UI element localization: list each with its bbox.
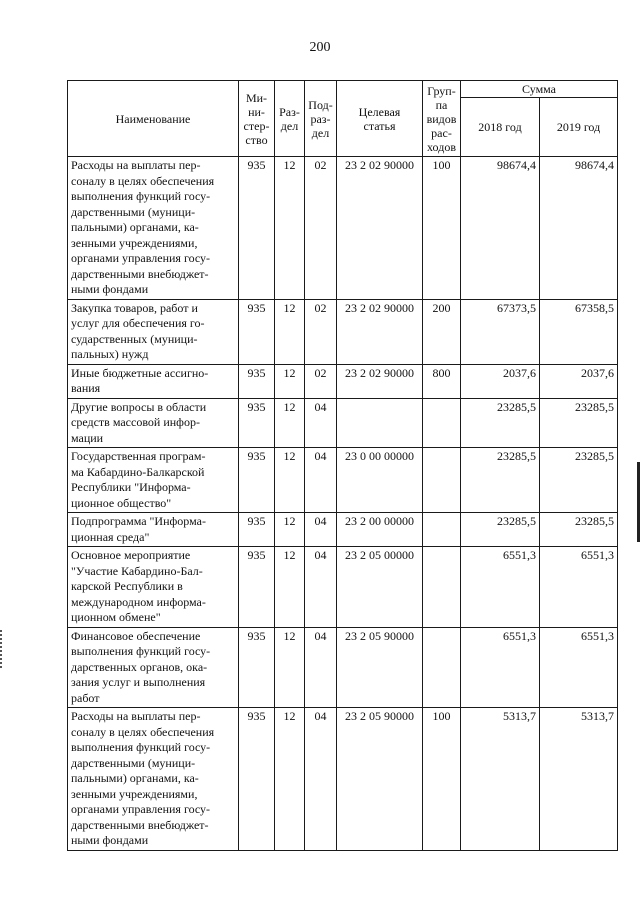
cell-sum-2019: 6551,3 <box>540 547 618 628</box>
cell-sum-2018: 23285,5 <box>461 513 540 547</box>
cell-expense-group: 100 <box>423 157 461 300</box>
cell-expense-group: 100 <box>423 708 461 851</box>
cell-expense-group: 800 <box>423 364 461 398</box>
table-row <box>68 448 618 513</box>
header-subsection: Под- раз- дел <box>305 81 337 157</box>
cell-sum-2018: 2037,6 <box>461 364 540 398</box>
cell-expense-group <box>423 513 461 547</box>
header-year-2019: 2019 год <box>540 98 618 157</box>
cell-sum-2018: 98674,4 <box>461 157 540 300</box>
cell-name: Финансовое обеспечение выполнения функций госу- дарственных органов, ока- зания услуг и выполнения работ <box>68 627 239 708</box>
cell-section: 12 <box>275 708 305 851</box>
cell-sum-2019: 98674,4 <box>540 157 618 300</box>
cell-section: 12 <box>275 547 305 628</box>
table-row <box>68 547 618 628</box>
cell-name: Другие вопросы в области средств массовой инфор- мации <box>68 398 239 448</box>
cell-target: 23 2 05 90000 <box>337 708 423 851</box>
cell-subsection: 02 <box>305 157 337 300</box>
header-ministry: Ми- ни- стер- ство <box>239 81 275 157</box>
cell-sum-2019: 23285,5 <box>540 398 618 448</box>
cell-target <box>337 398 423 448</box>
cell-section: 12 <box>275 157 305 300</box>
header-year-2018: 2018 год <box>461 98 540 157</box>
cell-subsection: 02 <box>305 364 337 398</box>
cell-section: 12 <box>275 513 305 547</box>
cell-sum-2019: 23285,5 <box>540 513 618 547</box>
cell-sum-2019: 2037,6 <box>540 364 618 398</box>
cell-sum-2018: 67373,5 <box>461 299 540 364</box>
cell-ministry: 935 <box>239 299 275 364</box>
cell-section: 12 <box>275 299 305 364</box>
scan-edge-mark <box>0 630 2 670</box>
cell-name: Расходы на выплаты пер- соналу в целях обеспечения выполнения функций госу- дарственными (муници- пальными) органами, ка- зенными учреждениями, органами управления госу- дарственными внебюджет- ными фондами <box>68 708 239 851</box>
cell-target: 23 2 05 00000 <box>337 547 423 628</box>
cell-ministry: 935 <box>239 708 275 851</box>
cell-expense-group <box>423 398 461 448</box>
cell-ministry: 935 <box>239 547 275 628</box>
cell-ministry: 935 <box>239 364 275 398</box>
cell-section: 12 <box>275 364 305 398</box>
cell-expense-group <box>423 547 461 628</box>
cell-target: 23 2 02 90000 <box>337 364 423 398</box>
cell-subsection: 04 <box>305 513 337 547</box>
cell-section: 12 <box>275 627 305 708</box>
header-section: Раз- дел <box>275 81 305 157</box>
cell-sum-2018: 6551,3 <box>461 547 540 628</box>
cell-ministry: 935 <box>239 157 275 300</box>
cell-name: Закупка товаров, работ и услуг для обеспечения го- сударственных (муници- пальных) нужд <box>68 299 239 364</box>
header-expense-group: Груп- па видов рас- ходов <box>423 81 461 157</box>
cell-name: Подпрограмма "Информа- ционная среда" <box>68 513 239 547</box>
cell-name: Иные бюджетные ассигно- вания <box>68 364 239 398</box>
header-row <box>68 81 618 98</box>
cell-target: 23 0 00 00000 <box>337 448 423 513</box>
cell-sum-2018: 23285,5 <box>461 448 540 513</box>
cell-sum-2019: 6551,3 <box>540 627 618 708</box>
cell-ministry: 935 <box>239 448 275 513</box>
page-number: 200 <box>309 40 331 55</box>
cell-ministry: 935 <box>239 513 275 547</box>
cell-sum-2018: 5313,7 <box>461 708 540 851</box>
header-name: Наименование <box>68 81 239 157</box>
cell-target: 23 2 05 90000 <box>337 627 423 708</box>
cell-target: 23 2 02 90000 <box>337 299 423 364</box>
cell-expense-group <box>423 448 461 513</box>
cell-subsection: 02 <box>305 299 337 364</box>
cell-subsection: 04 <box>305 627 337 708</box>
table-row <box>68 364 618 398</box>
cell-sum-2019: 5313,7 <box>540 708 618 851</box>
cell-subsection: 04 <box>305 708 337 851</box>
header-target: Целевая статья <box>337 81 423 157</box>
table-row <box>68 299 618 364</box>
budget-table <box>67 80 618 851</box>
cell-ministry: 935 <box>239 627 275 708</box>
table-row <box>68 708 618 851</box>
header-sum: Сумма <box>461 81 618 98</box>
cell-sum-2019: 67358,5 <box>540 299 618 364</box>
cell-ministry: 935 <box>239 398 275 448</box>
table-row <box>68 627 618 708</box>
cell-subsection: 04 <box>305 448 337 513</box>
cell-sum-2018: 6551,3 <box>461 627 540 708</box>
cell-target: 23 2 00 00000 <box>337 513 423 547</box>
table-row <box>68 157 618 300</box>
cell-expense-group: 200 <box>423 299 461 364</box>
table-row <box>68 513 618 547</box>
cell-expense-group <box>423 627 461 708</box>
table-row <box>68 398 618 448</box>
cell-target: 23 2 02 90000 <box>337 157 423 300</box>
cell-sum-2019: 23285,5 <box>540 448 618 513</box>
cell-sum-2018: 23285,5 <box>461 398 540 448</box>
cell-section: 12 <box>275 398 305 448</box>
cell-name: Государственная програм- ма Кабардино-Балкарской Республики "Информа- ционное общество" <box>68 448 239 513</box>
cell-subsection: 04 <box>305 547 337 628</box>
cell-name: Основное мероприятие "Участие Кабардино-Бал- карской Республики в международном информа- ционном обмене" <box>68 547 239 628</box>
cell-section: 12 <box>275 448 305 513</box>
cell-subsection: 04 <box>305 398 337 448</box>
cell-name: Расходы на выплаты пер- соналу в целях обеспечения выполнения функций госу- дарственными (муници- пальными) органами, ка- зенными учреждениями, органами управления госу- дарственными внебюджет- ными фондами <box>68 157 239 300</box>
